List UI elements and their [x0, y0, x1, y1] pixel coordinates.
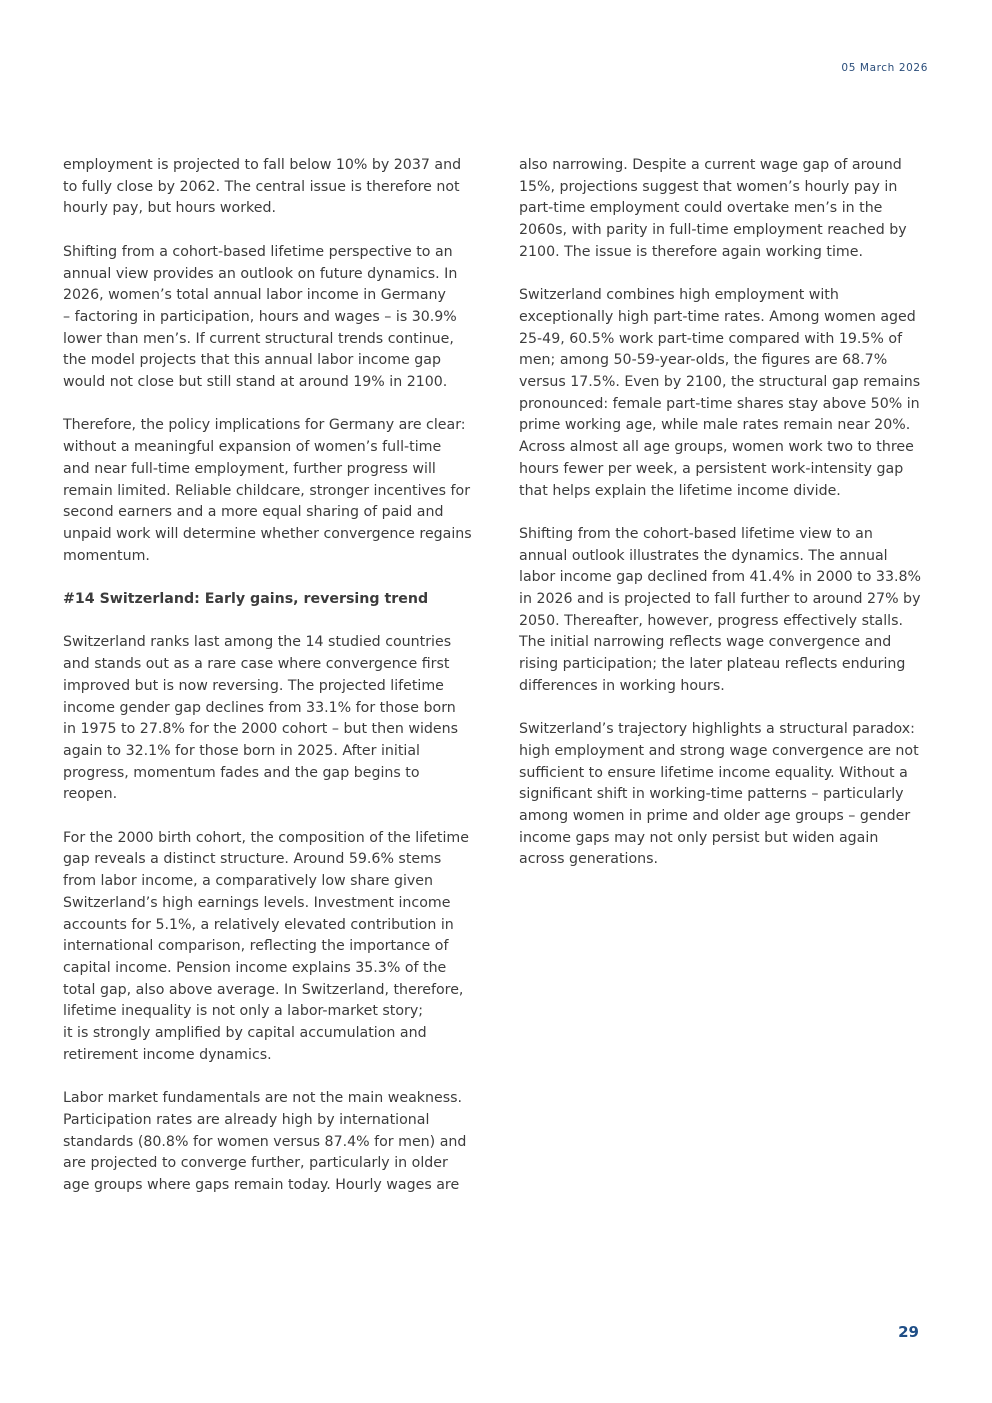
right-column: [519, 155, 929, 893]
left-column: [63, 155, 479, 1218]
paragraph: Switzerland ranks last among the 14 studied countries and stands out as a rare case where convergence first improved but is now reversing. The projected lifetime income gender gap declines from 33.1% for those born in 1975 to 27.8% for the 2000 cohort – but then widens again to 32.1% for those born in 2025. After initial progress, momentum fades and the gap begins to reopen.: [63, 634, 458, 803]
paragraph: For the 2000 birth cohort, the composition of the lifetime gap reveals a distinct structure. Around 59.6% stems from labor income, a comparatively low share given Switzerland’s high earnings levels. Investment income accounts for 5.1%, a relatively elevated contribution in international comparison, reflecting the importance of capital income. Pension income explains 35.3% of the total gap, also above average. In Switzerland, therefore, lifetime inequality is not only a labor-market story; it is strongly amplified by capital accumulation and retirement income dynamics.: [63, 829, 469, 1063]
paragraph: Labor market fundamentals are not the main weakness. Participation rates are already high by international standards (80.8% for women versus 87.4% for men) and are projected to converge further, particularly in older age groups where gaps remain today. Hourly wages are: [63, 1090, 467, 1193]
paragraph: Switzerland combines high employment with exceptionally high part-time rates. Among women aged 25-49, 60.5% work part-time compared with 19.5% of men; among 50-59-year-olds, the figures are 68.7% versus 17.5%. Even by 2100, the structural gap remains pronounced: female part-time shares stay above 50% in prime working age, while male rates remain near 20%. Across almost all age groups, women work two to three hours fewer per week, a persistent work-intensity gap that helps explain the lifetime income divide.: [519, 287, 921, 499]
paragraph: Switzerland’s trajectory highlights a structural paradox: high employment and strong wage convergence are not sufficient to ensure lifetime income equality. Without a significant shift in working-time patterns – particularly among women in prime and older age groups – gender income gaps may not only persist but widen again across generations.: [519, 721, 919, 868]
paragraph: employment is projected to fall below 10% by 2037 and to fully close by 2062. The central issue is therefore not hourly pay, but hours worked.: [63, 157, 462, 217]
paragraph: Shifting from the cohort-based lifetime view to an annual outlook illustrates the dynamics. The annual labor income gap declined from 41.4% in 2000 to 33.8% in 2026 and is projected to fall further to around 27% by 2050. Thereafter, however, progress effectively stalls. The initial narrowing reflects wage convergence and rising participation; the later plateau reflects enduring differences in working hours.: [519, 525, 921, 694]
paragraph: Therefore, the policy implications for Germany are clear: without a meaningful expansion of women’s full-time and near full-time employment, further progress will remain limited. Reliable childcare, stronger incentives for second earners and a more equal sharing of paid and unpaid work will determine whether convergence regains momentum.: [63, 417, 472, 564]
section-heading: #14 Switzerland: Early gains, reversing trend: [63, 591, 429, 608]
header-date: 05 March 2026: [841, 62, 928, 74]
page-number: 29: [898, 1323, 919, 1341]
paragraph: also narrowing. Despite a current wage gap of around 15%, projections suggest that women’s hourly pay in part-time employment could overtake men’s in the 2060s, with parity in full-time employment reached by 2100. The issue is therefore again working time.: [519, 157, 907, 260]
paragraph: Shifting from a cohort-based lifetime perspective to an annual view provides an outlook on future dynamics. In 2026, women’s total annual labor income in Germany – factoring in participation, hours and wages – is 30.9% lower than men’s. If current structural trends continue, the model projects that this annual labor income gap would not close but still stand at around 19% in 2100.: [63, 243, 458, 391]
